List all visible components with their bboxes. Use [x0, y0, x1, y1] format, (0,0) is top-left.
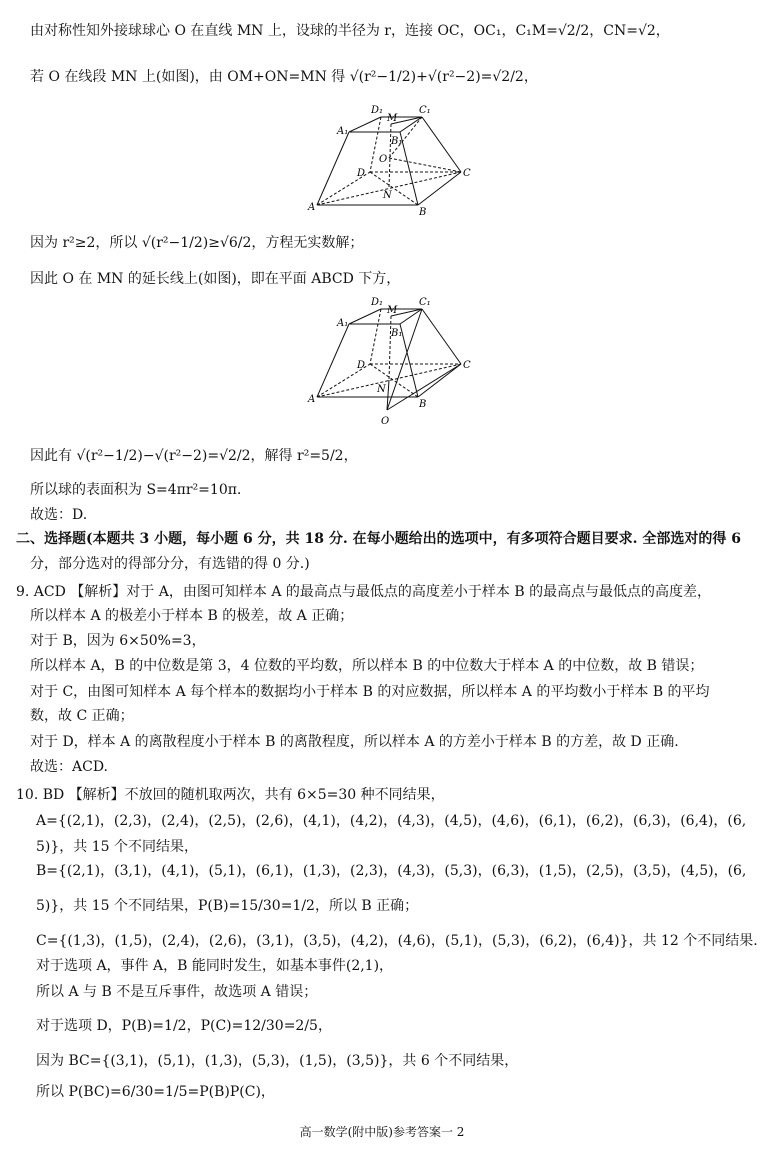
figure-label: N — [383, 190, 392, 201]
figure-label: B — [419, 207, 427, 218]
figure-label: D₁ — [371, 105, 384, 116]
text-line-1: 由对称性知外接球球心 O 在直线 MN 上，设球的半径为 r，连接 OC，OC₁，C₁M=√2/2，CN=√2， — [30, 23, 670, 39]
segment-oc — [389, 158, 461, 172]
q10-line-i: 对于选项 D，P(B)=1/2，P(C)=12/30=2/5， — [36, 1018, 332, 1034]
q10-line-c: 5)}，共 15 个不同结果， — [36, 839, 198, 855]
edge — [422, 117, 461, 172]
text-line-3: 因为 r²≥2，所以 √(r²−1/2)≥√6/2，方程无实数解； — [30, 235, 364, 251]
figure-label: B₁ — [391, 328, 403, 339]
text-line-6: 所以球的表面积为 S=4πr²=10π. — [30, 482, 242, 498]
q10-line-d: B={(2,1)，(3,1)，(4,1)，(5,1)，(6,1)，(1,3)，(2,3)，(4,3)，(5,3)，(6,3)，(1,5)，(2,5)，(3,5)，(4,5)，(6, — [36, 863, 747, 879]
edge — [400, 132, 418, 205]
q9-line-b: 所以样本 A 的极差小于样本 B 的极差，故 A 正确； — [30, 608, 354, 624]
q10-line-k: 所以 P(BC)=6/30=1/5=P(B)P(C)， — [36, 1084, 275, 1100]
edge — [349, 117, 381, 132]
edge — [317, 132, 349, 205]
figure-label: C — [463, 360, 471, 371]
edge — [317, 324, 349, 397]
edge — [400, 324, 418, 397]
frustum-figure-1 — [305, 100, 485, 218]
edge — [349, 309, 381, 324]
section-heading: 二、选择题(本题共 3 小题，每小题 6 分，共 18 分. 在每小题给出的选项中，有多项符合题目要求. 全部选对的得 6 — [16, 531, 741, 547]
text-line-7: 故选：D. — [30, 507, 88, 523]
q10-line-a: 10. BD 【解析】不放回的随机取两次，共有 6×5=30 种不同结果， — [16, 787, 445, 803]
edge — [422, 309, 461, 364]
figure-label: D — [357, 360, 366, 371]
figure-label: A₁ — [337, 126, 349, 137]
q10-line-j: 因为 BC={(3,1)，(5,1)，(1,3)，(5,3)，(1,5)，(3,5)}，共 6 个不同结果， — [36, 1053, 519, 1069]
figure-label: C — [463, 168, 471, 179]
figure-label: B₁ — [391, 136, 403, 147]
frustum-figure-2 — [305, 292, 485, 428]
q9-line-e: 对于 C，由图可知样本 A 每个样本的数据均小于样本 B 的对应数据，所以样本 A 的平均数小于样本 B 的平均 — [30, 684, 710, 700]
q9-line-a: 9. ACD 【解析】对于 A，由图可知样本 A 的最高点与最低点的高度差小于样本 B 的最高点与最低点的高度差， — [16, 584, 712, 600]
figure-label: C₁ — [419, 297, 431, 308]
figure-label: O — [379, 154, 388, 165]
line-mn — [389, 316, 391, 380]
q10-line-g: 对于选项 A，事件 A，B 能同时发生，如基本事件(2,1)， — [36, 958, 394, 974]
figure-label: A — [308, 202, 316, 213]
text-line-4: 因此 O 在 MN 的延长线上(如图)，即在平面 ABCD 下方， — [30, 271, 401, 287]
text-line-5: 因此有 √(r²−1/2)−√(r²−2)=√2/2，解得 r²=5/2， — [30, 448, 358, 464]
page-footer: 高一数学(附中版)参考答案一 2 — [299, 1125, 465, 1139]
edge — [370, 309, 381, 364]
figure-label: N — [377, 384, 386, 395]
figure-label: B — [419, 399, 427, 410]
figure-label: M — [387, 305, 398, 316]
figure-label: O — [381, 416, 390, 427]
q10-line-h: 所以 A 与 B 不是互斥事件，故选项 A 错误； — [36, 984, 318, 1000]
q9-line-g: 对于 D，样本 A 的离散程度小于样本 B 的离散程度，所以样本 A 的方差小于样本 B 的方差，故 D 正确. — [30, 734, 679, 750]
figure-label: D₁ — [371, 297, 384, 308]
text-line-2: 若 O 在线段 MN 上(如图)，由 OM+ON=MN 得 √(r²−1/2)+√(r²−2)=√2/2， — [30, 69, 538, 85]
q9-line-h: 故选：ACD. — [30, 759, 108, 775]
q9-line-c: 对于 B，因为 6×50%=3， — [30, 633, 206, 649]
section-heading-cont: 分，部分选对的得部分分，有选错的得 0 分.) — [30, 556, 310, 572]
figure-label: A₁ — [337, 318, 349, 329]
q10-line-b: A={(2,1)，(2,3)，(2,4)，(2,5)，(2,6)，(4,1)，(4,2)，(4,3)，(4,5)，(4,6)，(6,1)，(6,2)，(6,3)，(6,4)，(6, — [36, 813, 747, 829]
figure-label: A — [308, 394, 316, 405]
q9-line-d: 所以样本 A，B 的中位数是第 3，4 位数的平均数，所以样本 B 的中位数大于样本 A 的中位数，故 B 错误； — [30, 658, 704, 674]
q10-line-f: C={(1,3)，(1,5)，(2,4)，(2,6)，(3,1)，(3,5)，(4,2)，(4,6)，(5,1)，(5,3)，(6,2)，(6,4)}，共 12 个不同结果. — [36, 933, 758, 949]
q10-line-e: 5)}，共 15 个不同结果，P(B)=15/30=1/2，所以 B 正确； — [36, 898, 419, 914]
figure-label: C₁ — [419, 105, 431, 116]
figure-label: D — [357, 168, 366, 179]
figure-label: M — [387, 113, 398, 124]
q9-line-f: 数，故 C 正确； — [30, 708, 134, 724]
